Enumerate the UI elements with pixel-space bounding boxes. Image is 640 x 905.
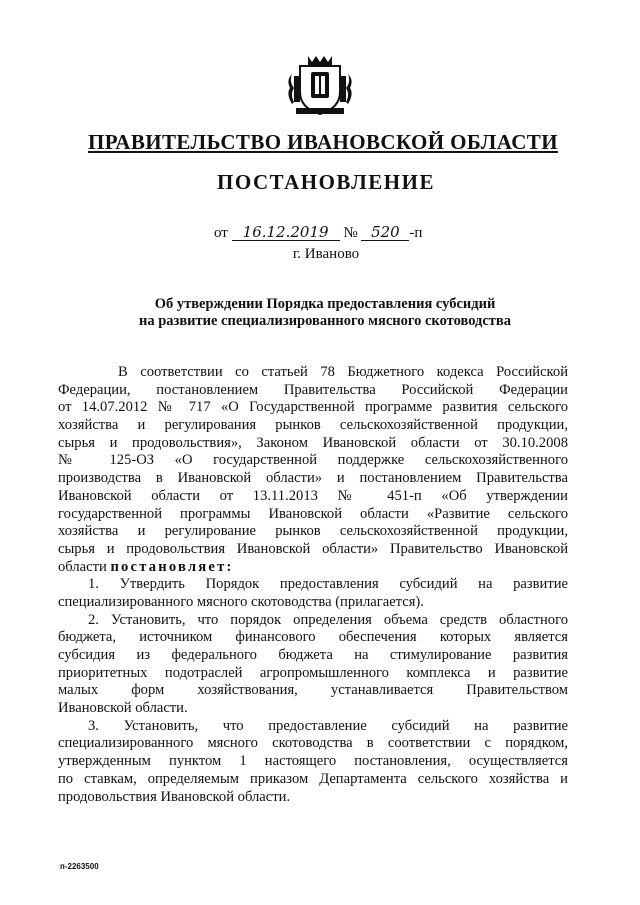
text-line: сырья и продовольствия Ивановской области» Правительство Ивановской [58,540,568,557]
text-line: утвержденным пунктом 1 настоящего постановления, осуществляется [58,753,568,770]
decree-prefix: области [58,558,107,575]
text-line: от 14.07.2012 № 717 «О Государственной программе развития сельского [58,399,568,416]
text-line: хозяйства и регулирования рынков сельскохозяйственной продукции, [58,417,568,434]
text-line: по ставкам, определяемым приказом Департамента сельского хозяйства и [58,770,568,787]
document-subject [10,296,640,330]
text-line: специализированного мясного скотоводства (прилагается). [58,593,424,610]
handwritten-number: 520 [361,224,409,241]
paragraph-item-3 [58,718,568,806]
text-line: продовольствия Ивановской области. [58,788,291,805]
text-line: сырья и продовольствия», Законом Ивановской области от 30.10.2008 [58,434,568,451]
decree-word: постановляет: [110,558,234,575]
handwritten-date: 16.12.2019 [232,224,340,241]
coat-of-arms-icon [286,52,354,120]
text-line: Федерации, постановлением Правительства Российской Федерации [58,381,568,398]
text-line: государственной программы Ивановской области «Развитие сельского [58,505,568,522]
text-line: Ивановской области. [58,700,188,717]
number-suffix: -п [409,225,423,241]
document-code: п-2263500 [60,862,99,871]
document-type: ПОСТАНОВЛЕНИЕ [217,170,435,194]
number-prefix: № [343,225,358,241]
text-line: приоритетных подотраслей агропромышленного комплекса и развитие [58,664,568,681]
paragraph-item-2 [58,612,568,718]
paragraph-preamble [58,364,568,576]
text-line: бюджета, источником финансового обеспечения которых является [58,629,568,646]
paragraph-item-1 [58,576,568,611]
text-line: производства в Ивановской области» и постановлением Правительства [58,470,568,487]
text-line: малых форм хозяйствования, устанавливается Правительством [58,682,568,699]
document-body [58,364,568,806]
date-prefix: от [214,225,228,241]
text-line: 3. Установить, что предоставление субсидий на развитие [88,717,568,734]
city: г. Иваново [292,246,360,262]
text-line: № 125-ОЗ «О государственной поддержке сельскохозяйственного [58,452,568,469]
text-line: хозяйства и регулирование рынков сельскохозяйственной продукции, [58,523,568,540]
subject-line: Об утверждении Порядка предоставления субсидий [154,296,496,312]
subject-line: на развитие специализированного мясного скотоводства [138,313,512,329]
text-line: специализированного мясного скотоводства в соответствии с порядком, [58,735,568,752]
text-line: субсидия из федерального бюджета на стимулирование развития [58,647,568,663]
date-number-line [214,224,422,242]
text-line [58,559,568,577]
text-line: 1. Утвердить Порядок предоставления субсидий на развитие [88,576,568,593]
text-line: 2. Установить, что порядок определения объема средств областного [88,611,568,628]
government-title: ПРАВИТЕЛЬСТВО ИВАНОВСКОЙ ОБЛАСТИ [88,130,558,154]
text-line: В соответствии со статьей 78 Бюджетного кодекса Российской [118,364,568,380]
text-line: Ивановской области от 13.11.2013 № 451-п «Об утверждении [58,487,568,504]
